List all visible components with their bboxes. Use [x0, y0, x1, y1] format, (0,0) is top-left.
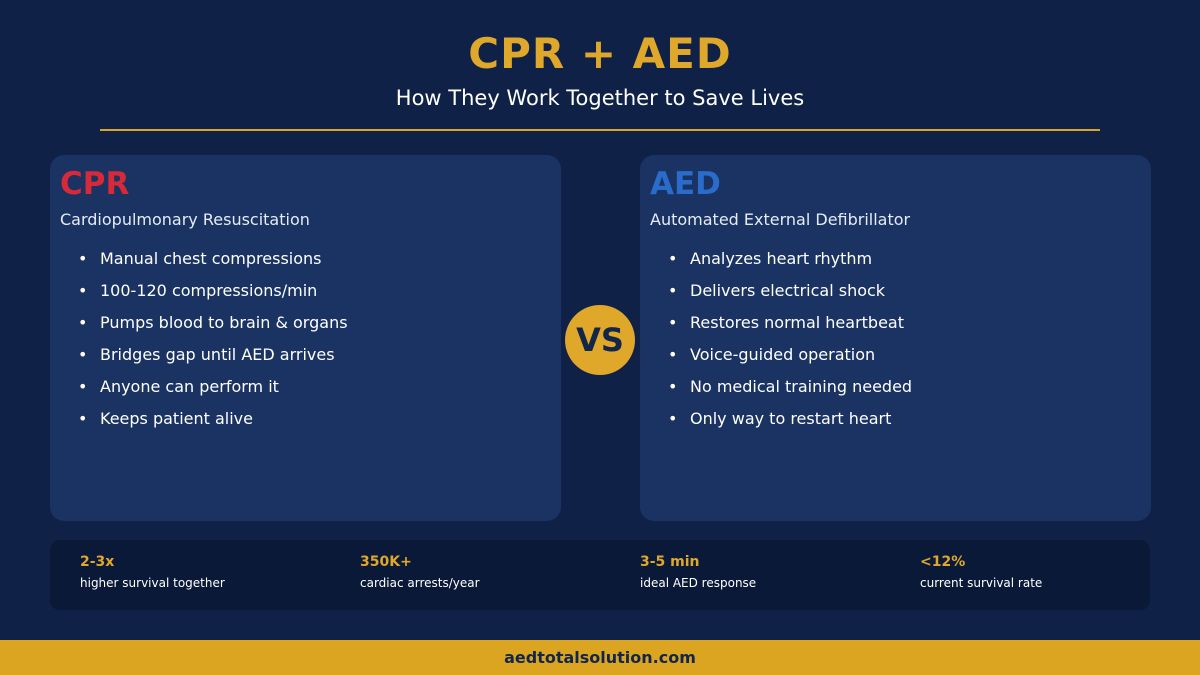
stat-value: 350K+ — [360, 554, 412, 570]
cpr-card-title: CPR — [60, 166, 130, 202]
vs-badge: VS — [565, 305, 635, 375]
header-divider — [100, 129, 1100, 131]
bullet-icon: • — [668, 345, 678, 364]
page-subtitle: How They Work Together to Save Lives — [395, 86, 805, 110]
list-item — [78, 377, 348, 409]
list-item — [668, 313, 912, 345]
aed-feature-list — [668, 249, 912, 441]
list-item-text: Manual chest compressions — [100, 249, 322, 268]
list-item — [668, 281, 912, 313]
list-item — [668, 409, 912, 441]
list-item — [78, 345, 348, 377]
stat-item — [920, 554, 1042, 591]
list-item — [668, 345, 912, 377]
page-title: CPR + AED — [468, 29, 732, 78]
bullet-icon: • — [78, 281, 88, 300]
stat-item — [640, 554, 756, 591]
stat-item — [80, 554, 225, 591]
list-item-text: Keeps patient alive — [100, 409, 253, 428]
list-item — [78, 313, 348, 345]
list-item-text: Analyzes heart rhythm — [690, 249, 873, 268]
list-item-text: Anyone can perform it — [100, 377, 279, 396]
bullet-icon: • — [78, 249, 88, 268]
stat-label: ideal AED response — [640, 576, 757, 590]
bullet-icon: • — [668, 377, 678, 396]
stat-label: cardiac arrests/year — [360, 576, 480, 590]
footer-url[interactable]: aedtotalsolution.com — [504, 648, 696, 667]
list-item-text: No medical training needed — [690, 377, 913, 396]
bullet-icon: • — [668, 313, 678, 332]
bullet-icon: • — [78, 313, 88, 332]
cpr-card-subtitle: Cardiopulmonary Resuscitation — [60, 210, 310, 229]
list-item-text: Delivers electrical shock — [690, 281, 886, 300]
list-item — [668, 249, 912, 281]
stats-bar — [50, 540, 1150, 610]
list-item-text: Pumps blood to brain & organs — [100, 313, 348, 332]
bullet-icon: • — [668, 409, 678, 428]
aed-card — [640, 155, 1151, 521]
bullet-icon: • — [78, 409, 88, 428]
list-item-text: Only way to restart heart — [690, 409, 892, 428]
stat-label: current survival rate — [920, 576, 1043, 590]
stat-value: <12% — [920, 554, 966, 570]
list-item — [78, 249, 348, 281]
bullet-icon: • — [668, 281, 678, 300]
list-item — [78, 409, 348, 441]
list-item — [668, 377, 912, 409]
bullet-icon: • — [78, 377, 88, 396]
list-item-text: 100-120 compressions/min — [100, 281, 318, 300]
stat-value: 3-5 min — [640, 554, 700, 570]
cpr-card — [50, 155, 561, 521]
stat-value: 2-3x — [80, 554, 115, 570]
bullet-icon: • — [78, 345, 88, 364]
list-item-text: Bridges gap until AED arrives — [100, 345, 335, 364]
cpr-feature-list — [78, 249, 348, 441]
stat-label: higher survival together — [80, 576, 225, 590]
aed-card-title: AED — [650, 166, 721, 202]
list-item-text: Voice-guided operation — [690, 345, 876, 364]
bullet-icon: • — [668, 249, 678, 268]
stat-item — [360, 554, 480, 591]
list-item — [78, 281, 348, 313]
aed-card-subtitle: Automated External Defibrillator — [650, 210, 911, 229]
list-item-text: Restores normal heartbeat — [690, 313, 904, 332]
footer-banner — [0, 640, 1200, 675]
